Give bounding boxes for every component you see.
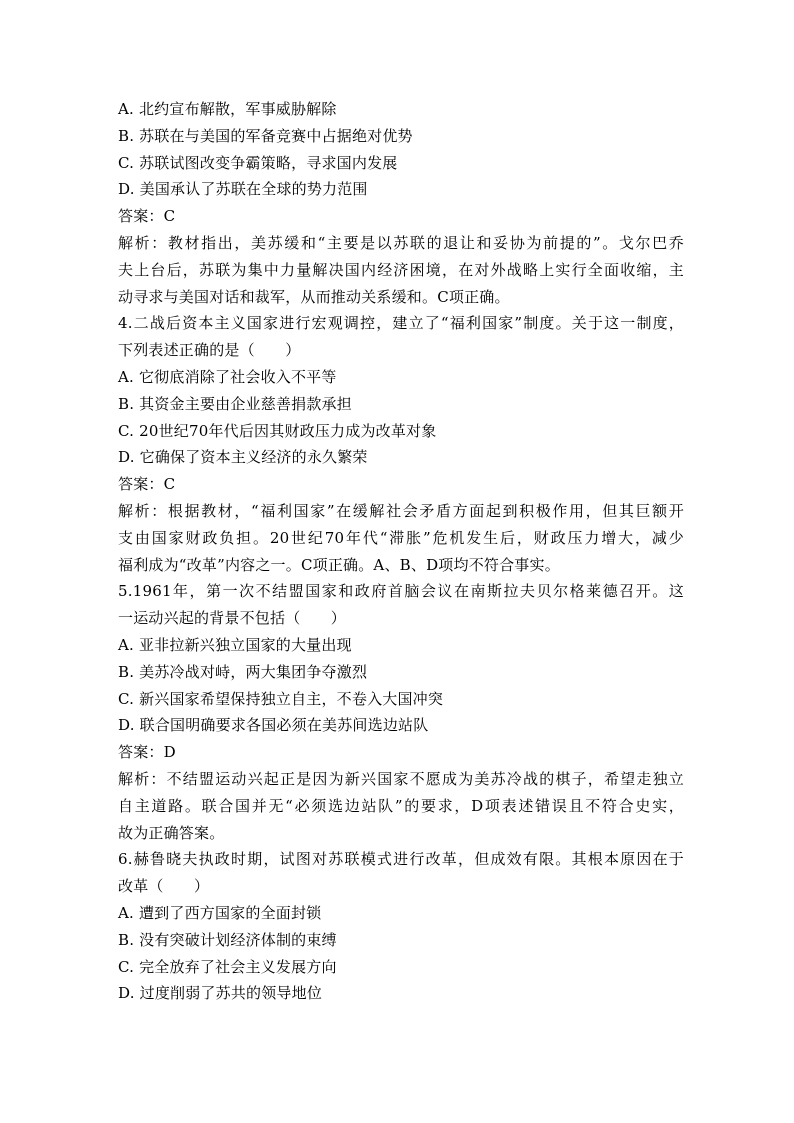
- option-c: C. 新兴国家希望保持独立自主，不卷入大国冲突: [118, 689, 444, 708]
- explanation-line: 动寻求与美国对话和裁军，从而推动关系缓和。C项正确。: [118, 287, 510, 306]
- option-b: B. 其资金主要由企业慈善捐款承担: [118, 394, 352, 413]
- option-a: A. 亚非拉新兴独立国家的大量出现: [118, 635, 352, 654]
- option-a: A. 北约宣布解散，军事威胁解除: [118, 100, 337, 118]
- answer: 答案：D: [118, 743, 176, 762]
- option-d: D. 过度削弱了苏共的领导地位: [118, 984, 323, 1003]
- option-d: D. 美国承认了苏联在全球的势力范围: [118, 180, 368, 199]
- document-body: [118, 96, 684, 1007]
- explanation-line: 夫上台后，苏联为集中力量解决国内经济困境，在对外战略上实行全面收缩，主: [118, 260, 684, 279]
- explanation-line: 福利成为“改革”内容之一。C项正确。A、B、D项均不符合事实。: [118, 555, 560, 574]
- option-b: B. 没有突破计划经济体制的束缚: [118, 930, 337, 949]
- question-4-stem: 4.二战后资本主义国家进行宏观调控，建立了“福利国家”制度。关于这一制度，: [118, 314, 684, 333]
- option-c: C. 完全放弃了社会主义发展方向: [118, 957, 337, 976]
- question-5-stem: 5.1961年，第一次不结盟国家和政府首脑会议在南斯拉夫贝尔格莱德召开。这: [118, 582, 684, 601]
- question-6-stem: 改革（ ）: [118, 877, 210, 896]
- question-6-stem: 6.赫鲁晓夫执政时期，试图对苏联模式进行改革，但成效有限。其根本原因在于: [118, 850, 684, 869]
- explanation-line: 解析：教材指出，美苏缓和“主要是以苏联的退让和妥协为前提的”。戈尔巴乔: [118, 233, 684, 252]
- explanation-line: 故为正确答案。: [118, 823, 225, 842]
- option-a: A. 它彻底消除了社会收入不平等: [118, 367, 337, 386]
- answer: 答案：C: [118, 475, 176, 494]
- option-b: B. 苏联在与美国的军备竞赛中占据绝对优势: [118, 126, 413, 145]
- option-a: A. 遭到了西方国家的全面封锁: [118, 903, 322, 922]
- explanation-line: 支由国家财政负担。20世纪70年代“滞胀”危机发生后，财政压力增大，减少: [118, 528, 684, 547]
- option-c: C. 20世纪70年代后因其财政压力成为改革对象: [118, 421, 437, 440]
- explanation-line: 解析：根据教材，“福利国家”在缓解社会矛盾方面起到积极作用，但其巨额开: [118, 501, 684, 520]
- explanation-line: 自主道路。联合国并无“必须选边站队”的要求，D项表述错误且不符合史实，: [118, 796, 684, 815]
- answer: 答案：C: [118, 207, 176, 226]
- option-d: D. 联合国明确要求各国必须在美苏间选边站队: [118, 716, 429, 735]
- option-c: C. 苏联试图改变争霸策略，寻求国内发展: [118, 153, 398, 172]
- explanation-line: 解析：不结盟运动兴起正是因为新兴国家不愿成为美苏冷战的棋子，希望走独立: [118, 769, 684, 788]
- question-4-stem: 下列表述正确的是（ ）: [118, 341, 301, 360]
- option-d: D. 它确保了资本主义经济的永久繁荣: [118, 448, 368, 467]
- question-5-stem: 一运动兴起的背景不包括（ ）: [118, 609, 347, 628]
- option-b: B. 美苏冷战对峙，两大集团争夺激烈: [118, 662, 368, 681]
